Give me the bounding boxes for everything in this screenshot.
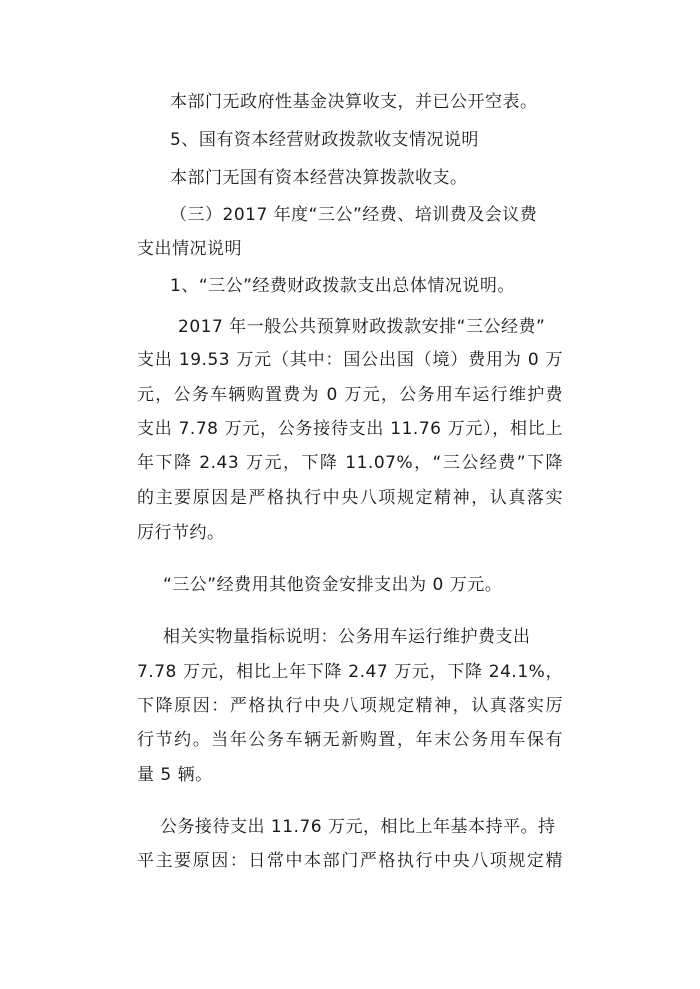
subsection-heading: 1、“三公”经费财政拨款支出总体情况说明。 <box>170 276 515 296</box>
paragraph-line: 公务接待支出 11.76 万元，相比上年基本持平。持 <box>160 817 556 837</box>
paragraph-line: 支出 19.53 万元（其中：国公出国（境）费用为 0 万 <box>137 350 563 370</box>
paragraph-line: 量 5 辆。 <box>137 765 213 785</box>
paragraph-line: 支出 7.78 万元，公务接待支出 11.76 万元），相比上 <box>137 419 563 439</box>
paragraph-line: 行节约。当年公务车辆无新购置，年末公务用车保有 <box>137 730 563 750</box>
paragraph-line: 元，公务车辆购置费为 0 万元，公务用车运行维护费 <box>137 385 563 405</box>
paragraph-line: 下降原因：严格执行中央八项规定精神，认真落实厉 <box>137 696 563 716</box>
section-heading: 支出情况说明 <box>137 239 242 259</box>
paragraph-line: 2017 年一般公共预算财政拨款安排“三公经费” <box>178 317 546 337</box>
paragraph-line: 平主要原因：日常中本部门严格执行中央八项规定精 <box>137 851 563 871</box>
paragraph-line: 本部门无国有资本经营决算拨款收支。 <box>170 168 468 188</box>
paragraph-line: 的主要原因是严格执行中央八项规定精神，认真落实 <box>137 488 563 508</box>
paragraph-line: 相关实物量指标说明：公务用车运行维护费支出 <box>163 627 531 647</box>
paragraph-line: 本部门无政府性基金决算收支，并已公开空表。 <box>170 92 538 112</box>
paragraph-line: 7.78 万元，相比上年下降 2.47 万元，下降 24.1%， <box>137 662 563 682</box>
section-heading: （三）2017 年度“三公”经费、培训费及会议费 <box>170 205 538 225</box>
section-heading: 5、国有资本经营财政拨款收支情况说明 <box>170 130 479 150</box>
paragraph-line: “三公”经费用其他资金安排支出为 0 万元。 <box>163 575 503 595</box>
paragraph-line: 年下降 2.43 万元，下降 11.07%，“三公经费”下降 <box>137 453 563 473</box>
paragraph-line: 厉行节约。 <box>137 523 225 543</box>
